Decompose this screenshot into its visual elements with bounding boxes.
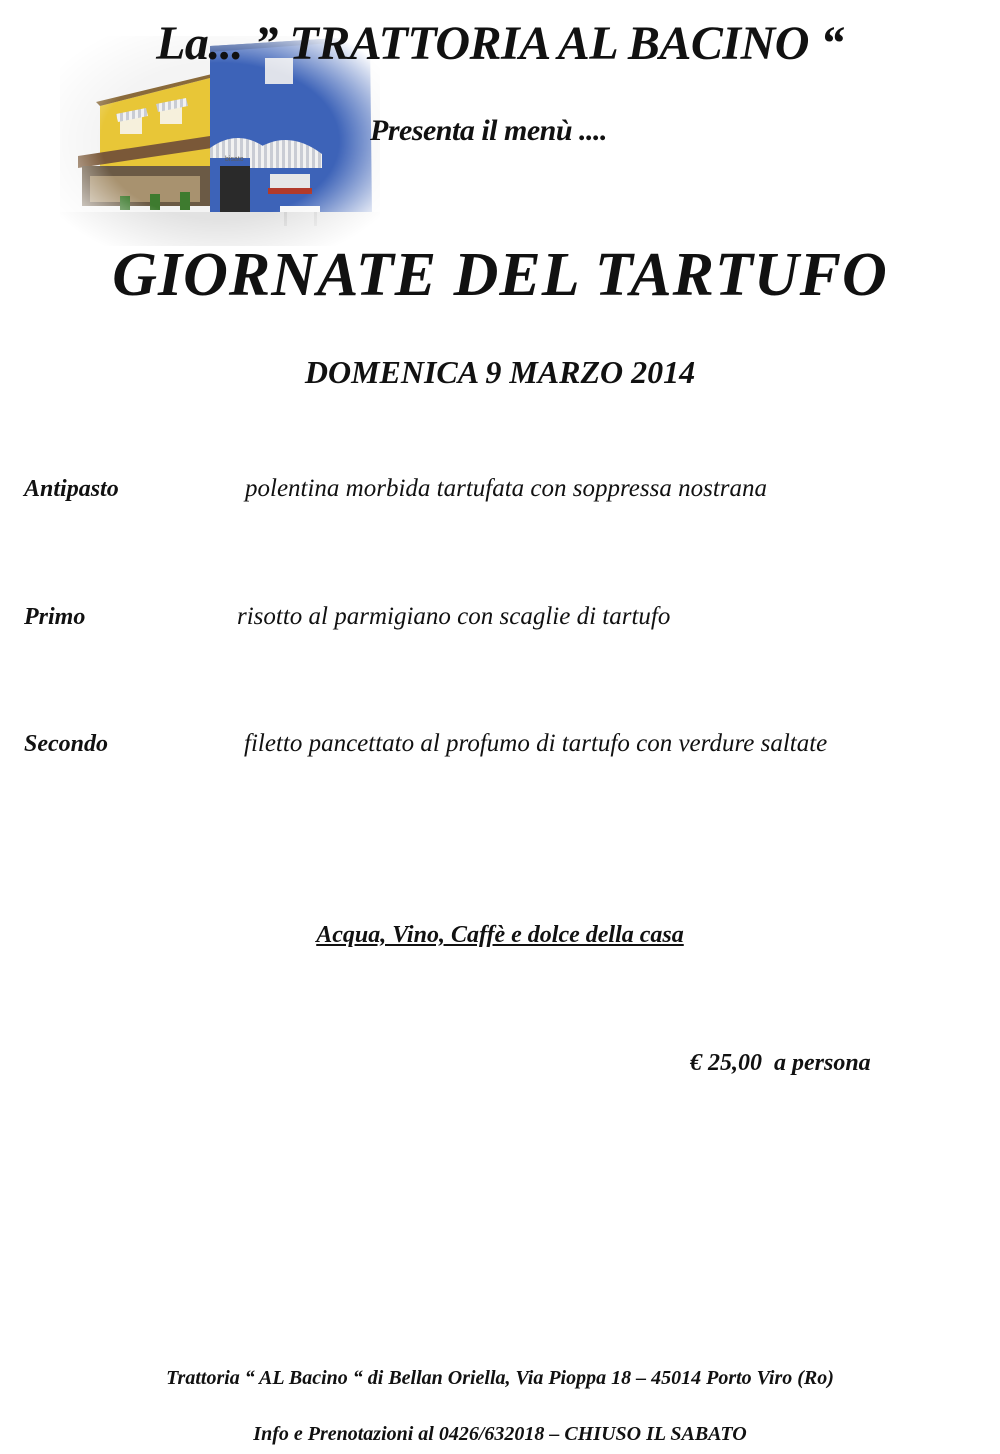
menu-subtitle: Presenta il menù ....	[370, 114, 608, 147]
event-title: GIORNATE DEL TARTUFO	[112, 241, 888, 309]
footer-info: Info e Prenotazioni al 0426/632018 – CHIUSO IL SABATO	[253, 1423, 747, 1445]
course-label-secondo: Secondo	[24, 731, 108, 757]
course-label-antipasto: Antipasto	[24, 476, 119, 502]
footer-address: Trattoria “ AL Bacino “ di Bellan Oriella, Via Pioppa 18 – 45014 Porto Viro (Ro)	[166, 1367, 834, 1389]
included-extras-text: Acqua, Vino, Caffè e dolce della casa	[316, 922, 684, 948]
menu-price: € 25,00 a persona	[690, 1050, 871, 1076]
included-extras	[0, 922, 1000, 949]
course-label-primo: Primo	[24, 604, 86, 630]
awning-sign-text: bisato	[225, 156, 244, 163]
course-dish-antipasto: polentina morbida tartufata con soppressa nostrana	[245, 475, 768, 502]
course-dish-secondo: filetto pancettato al profumo di tartufo con verdure saltate	[244, 730, 828, 757]
restaurant-title: La... ” TRATTORIA AL BACINO “	[156, 17, 844, 70]
event-date: DOMENICA 9 MARZO 2014	[304, 354, 696, 390]
course-dish-primo: risotto al parmigiano con scaglie di tartufo	[237, 603, 671, 630]
